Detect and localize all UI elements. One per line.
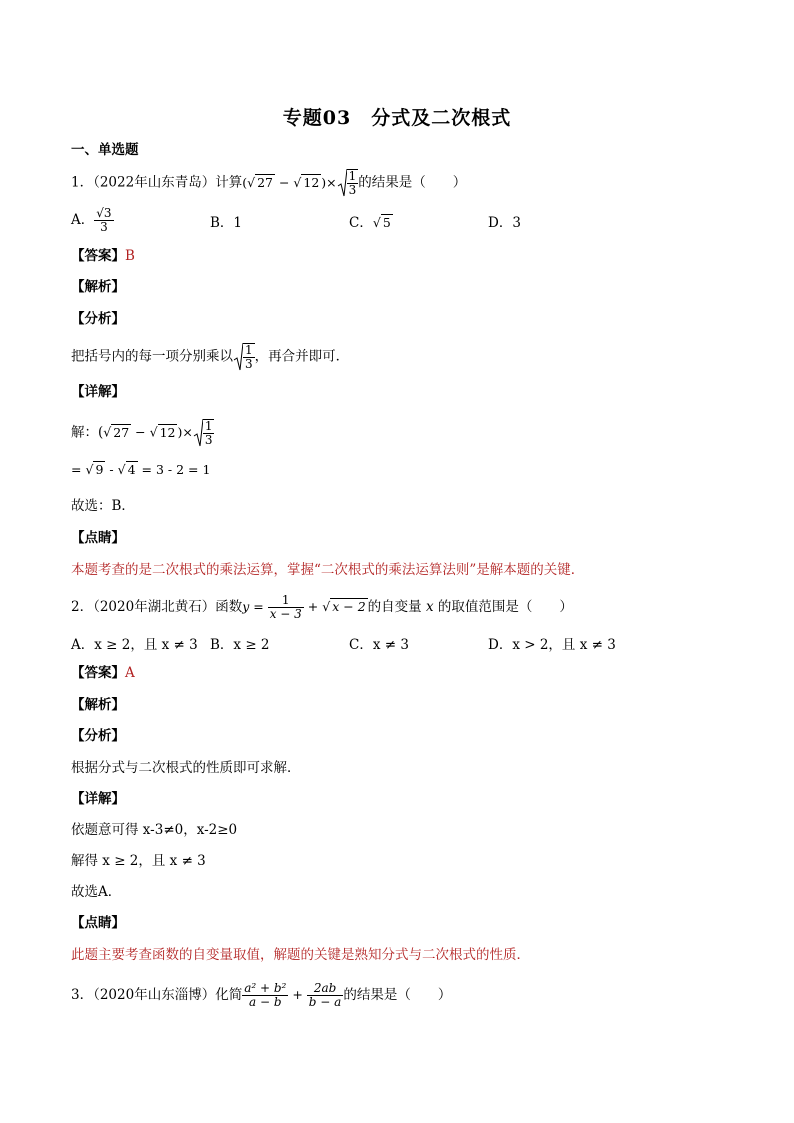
q1-option-c: C．√ 5: [349, 215, 391, 231]
q1-answer: 【答案】B: [71, 248, 135, 264]
q1-dianjing-text: 本题考查的是二次根式的乘法运算，掌握“二次根式的乘法运算法则”是解本题的关键．: [71, 562, 585, 578]
q2-option-c: C．x ≠ 3: [349, 637, 409, 653]
question-1: [71, 168, 466, 198]
q1-option-a: A． $\frac{√3}{3}$: [71, 206, 112, 234]
q2-dianjing-text: 此题主要考查函数的自变量取值，解题的关键是熟知分式与二次根式的性质．: [71, 947, 530, 963]
q1-option-b: B．1: [210, 215, 243, 231]
q1-dianjing-label: 【点睛】: [71, 530, 125, 546]
q1-solution-line-2: = √ 9 - √ 4 = 3 - 2 = 1: [71, 462, 211, 477]
q2-option-b: B．x ≥ 2: [210, 637, 270, 653]
sqrt-27: √ 27: [247, 174, 273, 190]
q1-detail-label: 【详解】: [71, 384, 125, 400]
q2-solve-text: 解得 x ≥ 2，且 x ≠ 3: [71, 853, 206, 869]
q2-fenxi-text: 根据分式与二次根式的性质即可求解．: [71, 760, 301, 776]
q1-choose: 故选：B．: [71, 498, 135, 514]
q2-analysis-label: 【解析】: [71, 697, 125, 713]
section-heading: 一、单选题: [71, 142, 139, 158]
q2-option-d: D．x > 2，且 x ≠ 3: [488, 637, 616, 653]
question-3: 3．（2020年山东淄博）化简 $\frac{\text{a² + b²}}{a - b}$ + $\frac{2ab}{b - a}$ 的结果是（ ）: [71, 981, 452, 1009]
q2-dianjing-label: 【点睛】: [71, 915, 125, 931]
q2-detail-text: 依题意可得 x-3≠0，x-2≥0: [71, 822, 238, 838]
q1-option-d: D．3: [488, 215, 521, 231]
q1-solution-line-1: 解：(√ 27 − √ 12 )× $\frac{1}{3}$: [71, 419, 213, 447]
q2-answer: 【答案】A: [71, 665, 135, 681]
q2-option-a: A．x ≥ 2，且 x ≠ 3: [71, 637, 198, 653]
q1-analysis-label: 【解析】: [71, 279, 125, 295]
question-2: 2．（2020年湖北黄石）函数y = $\frac{1}{x - 3}$ + √ x − 2 的自变量 x 的取值范围是（ ）: [71, 593, 573, 621]
q1-suffix: 的结果是（ ）: [358, 174, 467, 191]
q2-fenxi-label: 【分析】: [71, 728, 125, 744]
page-title: 专题03 分式及二次根式: [282, 107, 512, 129]
q1-prefix: 1．（2022年山东青岛）计算: [71, 174, 243, 191]
sqrt-12: √ 12: [293, 174, 320, 190]
q1-fenxi-text: 把括号内的每一项分别乘以 $\frac{1}{3}$ ，再合并即可．: [71, 343, 350, 371]
sqrt-one-third: $\frac{1}{3}$: [337, 168, 359, 198]
q2-choose: 故选A．: [71, 884, 122, 900]
q1-fenxi-label: 【分析】: [71, 311, 125, 327]
q1-expression: (√ 27 − √ 12 )× $\frac{1}{3}$: [242, 169, 357, 197]
q2-detail-label: 【详解】: [71, 791, 125, 807]
